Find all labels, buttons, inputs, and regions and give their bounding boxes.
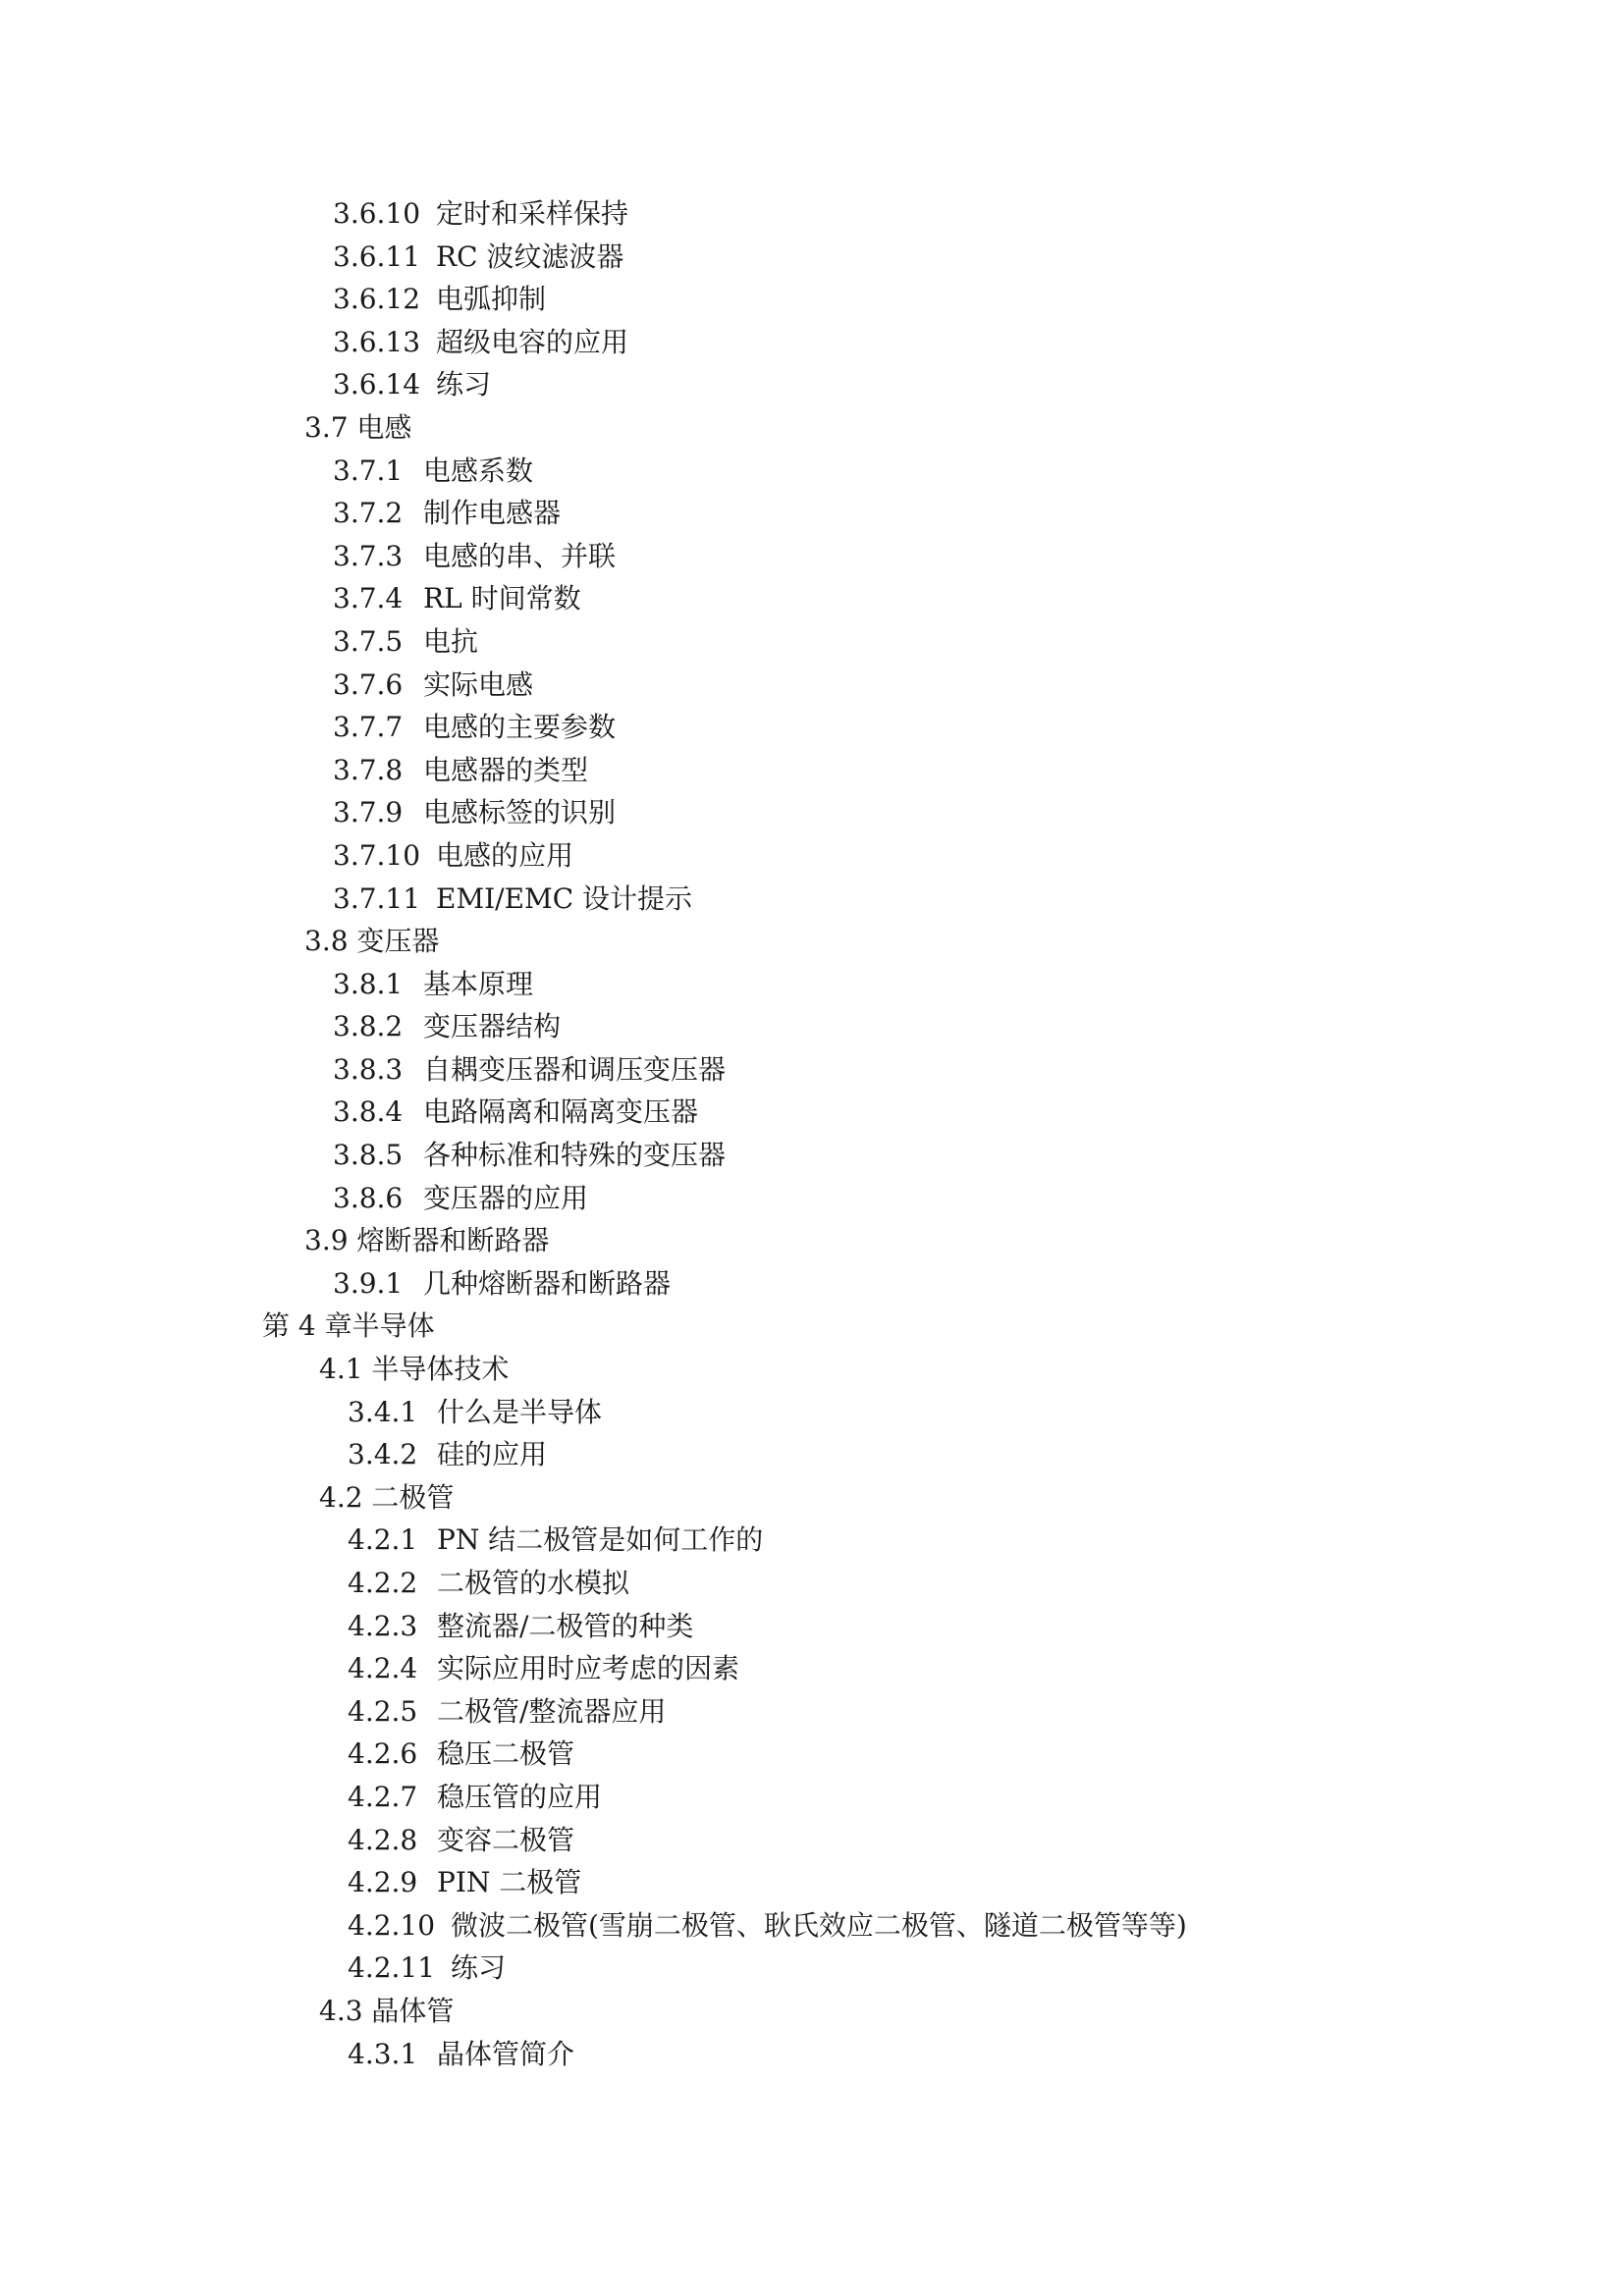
toc-number: 3.8.5 bbox=[333, 1139, 404, 1172]
toc-number: 3.7.6 bbox=[333, 667, 404, 701]
toc-title: 电感的串、并联 bbox=[423, 539, 617, 572]
toc-section-heading bbox=[0, 406, 1624, 450]
toc-number: 3.6.11 bbox=[333, 240, 421, 273]
toc-title: 电弧抑制 bbox=[436, 283, 547, 316]
toc-title: 3.7 电感 bbox=[304, 410, 412, 444]
toc-number: 4.2.5 bbox=[348, 1694, 418, 1728]
toc-title: 电感器的类型 bbox=[423, 753, 589, 786]
toc-title: 练习 bbox=[451, 1951, 507, 1985]
toc-number: 3.9.1 bbox=[333, 1266, 404, 1300]
toc-number: 3.8.4 bbox=[333, 1095, 404, 1129]
toc-number: 3.6.12 bbox=[333, 283, 421, 316]
toc-entry bbox=[0, 749, 1624, 792]
toc-entry bbox=[0, 1647, 1624, 1690]
toc-entry bbox=[0, 791, 1624, 834]
toc-entry bbox=[0, 1177, 1624, 1220]
toc-section-heading bbox=[0, 1348, 1624, 1391]
toc-section-heading bbox=[0, 1219, 1624, 1262]
toc-title: 变压器结构 bbox=[423, 1010, 562, 1043]
toc-title: 稳压管的应用 bbox=[437, 1780, 603, 1813]
toc-number: 3.7.9 bbox=[333, 796, 404, 829]
toc-number: 3.4.2 bbox=[348, 1438, 418, 1471]
toc-title: 二极管/整流器应用 bbox=[437, 1694, 667, 1728]
toc-number: 3.4.1 bbox=[348, 1395, 418, 1428]
toc-entry bbox=[0, 192, 1624, 236]
toc-title: 超级电容的应用 bbox=[436, 325, 629, 358]
toc-number: 3.7.8 bbox=[333, 753, 404, 786]
toc-title: 几种熔断器和断路器 bbox=[423, 1266, 672, 1300]
toc-number: 3.6.14 bbox=[333, 368, 421, 401]
toc-entry bbox=[0, 1005, 1624, 1048]
toc-entry bbox=[0, 1690, 1624, 1734]
toc-number: 3.6.10 bbox=[333, 197, 421, 230]
toc-title: 晶体管简介 bbox=[437, 2037, 575, 2070]
toc-title: EMI/EMC 设计提示 bbox=[436, 881, 693, 915]
toc-entry bbox=[0, 321, 1624, 364]
toc-entry bbox=[0, 1519, 1624, 1562]
toc-entry bbox=[0, 620, 1624, 664]
toc-number: 4.2.6 bbox=[348, 1737, 418, 1771]
toc-title: 变容二极管 bbox=[437, 1823, 575, 1856]
toc-entry bbox=[0, 1947, 1624, 1990]
toc-entry bbox=[0, 1262, 1624, 1306]
toc-entry bbox=[0, 1048, 1624, 1092]
toc-number: 3.7.11 bbox=[333, 881, 421, 915]
toc-title: 电感的应用 bbox=[436, 838, 574, 872]
toc-title: 4.1 半导体技术 bbox=[319, 1353, 510, 1386]
toc-entry bbox=[0, 963, 1624, 1006]
toc-title: PN 结二极管是如何工作的 bbox=[437, 1523, 764, 1557]
toc-title: 练习 bbox=[436, 368, 492, 401]
toc-title: 定时和采样保持 bbox=[436, 197, 629, 230]
toc-entry bbox=[0, 834, 1624, 878]
toc-entry bbox=[0, 1904, 1624, 1948]
toc-title: 硅的应用 bbox=[437, 1438, 548, 1471]
toc-number: 3.7.2 bbox=[333, 497, 404, 530]
toc-number: 3.6.13 bbox=[333, 325, 421, 358]
toc-number: 4.2.4 bbox=[348, 1652, 418, 1685]
toc-title: 自耦变压器和调压变压器 bbox=[423, 1052, 727, 1086]
toc-entry bbox=[0, 278, 1624, 321]
toc-title: 电感的主要参数 bbox=[423, 711, 617, 744]
toc-title: 4.3 晶体管 bbox=[319, 1994, 455, 2027]
toc-number: 3.8.1 bbox=[333, 967, 404, 1000]
toc-title: 实际电感 bbox=[423, 667, 534, 701]
toc-title: 3.8 变压器 bbox=[304, 925, 440, 958]
toc-entry bbox=[0, 1433, 1624, 1476]
toc-title: 电感标签的识别 bbox=[423, 796, 617, 829]
toc-title: RL 时间常数 bbox=[423, 582, 581, 615]
table-of-contents bbox=[0, 192, 1624, 2075]
toc-title: 4.2 二极管 bbox=[319, 1480, 455, 1514]
toc-number: 4.2.7 bbox=[348, 1780, 418, 1813]
toc-entry bbox=[0, 1819, 1624, 1862]
toc-number: 3.7.1 bbox=[333, 454, 404, 487]
toc-number: 4.2.3 bbox=[348, 1609, 418, 1642]
toc-title: 变压器的应用 bbox=[423, 1181, 589, 1214]
toc-number: 3.7.10 bbox=[333, 838, 421, 872]
toc-title: 微波二极管(雪崩二极管、耿氏效应二极管、隧道二极管等等) bbox=[451, 1908, 1187, 1942]
toc-number: 4.2.11 bbox=[348, 1951, 436, 1985]
toc-title: 实际应用时应考虑的因素 bbox=[437, 1652, 740, 1685]
toc-title: PIN 二极管 bbox=[437, 1866, 582, 1899]
toc-number: 3.8.2 bbox=[333, 1010, 404, 1043]
toc-number: 3.8.6 bbox=[333, 1181, 404, 1214]
toc-number: 4.3.1 bbox=[348, 2037, 418, 2070]
toc-number: 4.2.2 bbox=[348, 1567, 418, 1599]
toc-number: 4.2.10 bbox=[348, 1908, 436, 1942]
toc-title: 制作电感器 bbox=[423, 497, 562, 530]
toc-title: 第 4 章半导体 bbox=[262, 1309, 435, 1343]
toc-number: 4.2.9 bbox=[348, 1866, 418, 1899]
toc-title: 稳压二极管 bbox=[437, 1737, 575, 1771]
toc-title: 各种标准和特殊的变压器 bbox=[423, 1139, 727, 1172]
toc-entry bbox=[0, 1091, 1624, 1134]
toc-number: 3.7.3 bbox=[333, 539, 404, 572]
toc-entry bbox=[0, 706, 1624, 749]
toc-entry bbox=[0, 1391, 1624, 1434]
toc-number: 3.7.7 bbox=[333, 711, 404, 744]
toc-section-heading bbox=[0, 1476, 1624, 1520]
toc-title: RC 波纹滤波器 bbox=[436, 240, 624, 273]
toc-entry bbox=[0, 2033, 1624, 2076]
toc-number: 4.2.1 bbox=[348, 1523, 418, 1557]
toc-entry bbox=[0, 1776, 1624, 1819]
toc-entry bbox=[0, 492, 1624, 535]
toc-entry bbox=[0, 664, 1624, 707]
toc-title: 什么是半导体 bbox=[437, 1395, 603, 1428]
toc-entry bbox=[0, 535, 1624, 578]
toc-entry bbox=[0, 450, 1624, 493]
toc-entry bbox=[0, 1605, 1624, 1648]
toc-title: 基本原理 bbox=[423, 967, 534, 1000]
toc-number: 3.7.4 bbox=[333, 582, 404, 615]
toc-title: 二极管的水模拟 bbox=[437, 1567, 630, 1599]
toc-number: 3.7.5 bbox=[333, 624, 404, 658]
toc-title: 电抗 bbox=[423, 624, 479, 658]
toc-title: 电路隔离和隔离变压器 bbox=[423, 1095, 699, 1129]
toc-section-heading bbox=[0, 920, 1624, 963]
toc-entry bbox=[0, 1733, 1624, 1776]
toc-entry bbox=[0, 1861, 1624, 1904]
toc-title: 电感系数 bbox=[423, 454, 534, 487]
toc-title: 3.9 熔断器和断路器 bbox=[304, 1224, 550, 1257]
toc-entry bbox=[0, 1134, 1624, 1177]
toc-entry bbox=[0, 363, 1624, 406]
toc-entry bbox=[0, 878, 1624, 921]
toc-chapter-heading bbox=[0, 1305, 1624, 1348]
toc-number: 3.8.3 bbox=[333, 1052, 404, 1086]
toc-entry bbox=[0, 1562, 1624, 1605]
toc-section-heading bbox=[0, 1990, 1624, 2033]
toc-number: 4.2.8 bbox=[348, 1823, 418, 1856]
toc-entry bbox=[0, 577, 1624, 620]
toc-entry bbox=[0, 236, 1624, 279]
toc-title: 整流器/二极管的种类 bbox=[437, 1609, 694, 1642]
